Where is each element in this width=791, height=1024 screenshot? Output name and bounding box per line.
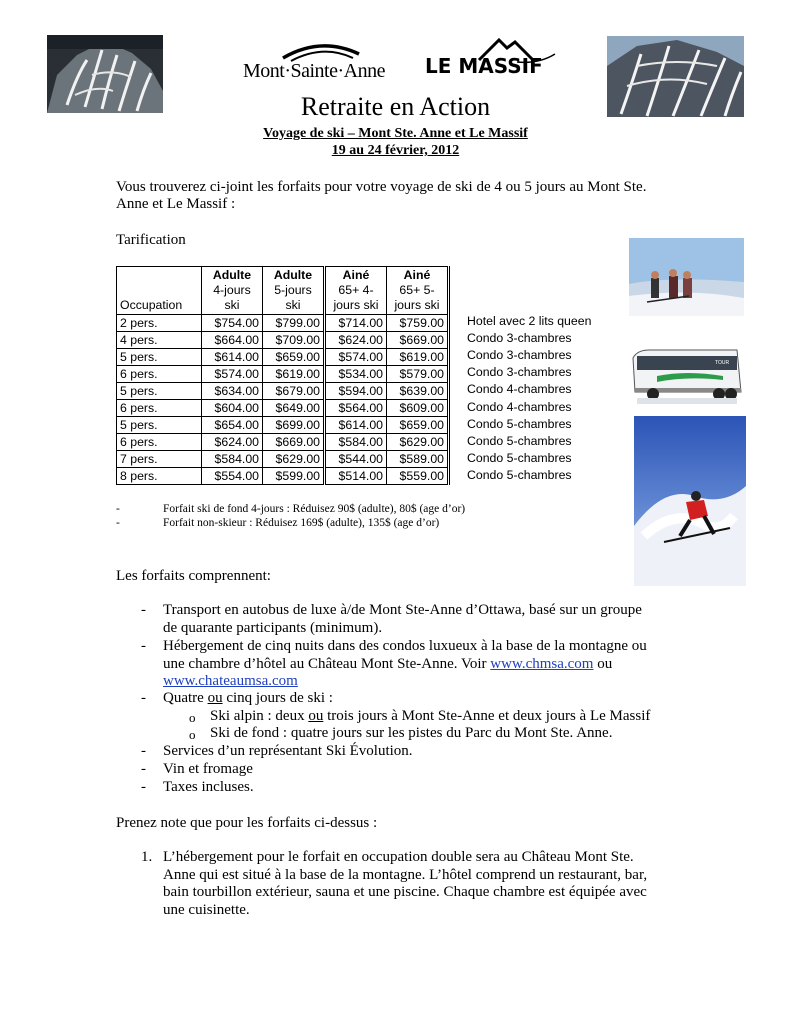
adult-4-price: $624.00 [202,434,263,451]
tarification-label: Tarification [116,232,186,248]
table-row [117,400,449,417]
logo-msa-text: Mont·Sainte·Anne [243,60,385,82]
note-text: Forfait non-skieur : Réduisez 169$ (adulte), 135$ (age d’or) [163,517,440,529]
table-header-row [117,267,449,315]
include-ski-alpin: Ski alpin : deux ou trois jours à Mont Ste-Anne et deux jours à Le Massif [210,708,651,724]
adult-4-price: $754.00 [202,315,263,332]
occupation-cell: 8 pers. [117,468,202,485]
bullet-dash: - [141,602,146,618]
senior-5-price: $559.00 [387,468,449,485]
include-taxes: Taxes incluses. [163,779,254,795]
logo-lm-text: LE MASSIF [425,54,543,78]
numbered-item-1: L’hébergement pour le forfait en occupation double sera au Château Mont Ste. Anne qui est situé à la base de la montagne. L’hôtel comprend un restaurant, bar, bain tourbillon extérieur, sauna et une piscine. Chaque chambre est équipée avec une cuisinette. [163,849,648,918]
senior-4-price: $584.00 [325,434,387,451]
bullet-dash: - [141,761,146,777]
adult-4-price: $654.00 [202,417,263,434]
include-services: Services d’un représentant Ski Évolution. [163,743,413,759]
adult-5-price: $619.00 [263,366,325,383]
bullet-dash: - [141,638,146,654]
occupation-cell: 5 pers. [117,417,202,434]
adult-5-price: $799.00 [263,315,325,332]
adult-4-price: $604.00 [202,400,263,417]
accommodation-label: Condo 3-chambres [467,331,572,346]
intro-line-1: Vous trouverez ci-joint les forfaits pour votre voyage de ski de 4 ou 5 jours au Mont Ste. [116,179,647,195]
header-occupation: Occupation [117,267,202,315]
coach-bus-photo [627,336,745,408]
senior-4-price: $614.00 [325,417,387,434]
adult-5-price: $659.00 [263,349,325,366]
adult-5-price: $709.00 [263,332,325,349]
adult-4-price: $554.00 [202,468,263,485]
senior-4-price: $564.00 [325,400,387,417]
senior-4-price: $624.00 [325,332,387,349]
senior-5-price: $639.00 [387,383,449,400]
bus-sign: TOUR [715,360,730,366]
bullet-dash: - [141,779,146,795]
price-table [116,266,450,485]
table-row [117,315,449,332]
skier-action-photo [634,416,746,586]
occupation-cell: 4 pers. [117,332,202,349]
intro-line-2: Anne et Le Massif : [116,196,236,212]
page-title: Retraite en Action [300,92,491,121]
adult-4-price: $574.00 [202,366,263,383]
prenez-note: Prenez note que pour les forfaits ci-dessus : [116,815,378,831]
le-massif-logo [425,36,565,90]
table-row [117,417,449,434]
adult-4-price: $664.00 [202,332,263,349]
senior-4-price: $574.00 [325,349,387,366]
trip-subtitle: Voyage de ski – Mont Ste. Anne et Le Massif [263,126,528,141]
sub-bullet-circle: o [189,710,196,725]
table-row [117,366,449,383]
senior-5-price: $669.00 [387,332,449,349]
numbered-item-number: 1. [141,849,153,865]
senior-4-price: $594.00 [325,383,387,400]
include-ski-fond: Ski de fond : quatre jours sur les pistes du Parc du Mont Ste. Anne. [210,725,613,741]
senior-5-price: $579.00 [387,366,449,383]
accommodation-label: Hotel avec 2 lits queen [467,314,592,328]
senior-5-price: $589.00 [387,451,449,468]
accommodation-label: Condo 5-chambres [467,467,572,482]
senior-5-price: $759.00 [387,315,449,332]
adult-4-price: $614.00 [202,349,263,366]
occupation-cell: 5 pers. [117,383,202,400]
table-row [117,468,449,485]
adult-4-price: $634.00 [202,383,263,400]
table-row [117,383,449,400]
include-transport: Transport en autobus de luxe à/de Mont Ste-Anne d’Ottawa, basé sur un groupe de quarante participants (minimum). [163,602,642,636]
occupation-cell: 6 pers. [117,400,202,417]
trip-dates: 19 au 24 février, 2012 [331,143,460,158]
note-text: Forfait ski de fond 4-jours : Réduisez 90$ (adulte), 80$ (age d’or) [163,503,466,515]
accommodation-label: Condo 3-chambres [467,365,572,380]
header-senior-4: Ainé 65+ 4- jours ski [325,267,387,315]
include-vin: Vin et fromage [163,761,253,777]
bullet-dash: - [141,743,146,759]
occupation-cell: 6 pers. [117,366,202,383]
header-senior-5: Ainé 65+ 5- jours ski [387,267,449,315]
includes-label: Les forfaits comprennent: [116,568,271,584]
include-ski-days: Quatre ou cinq jours de ski : [163,690,333,706]
accommodation-label: Condo 5-chambres [467,450,572,465]
adult-5-price: $679.00 [263,383,325,400]
note-dash: - [116,503,120,515]
sub-bullet-circle: o [189,727,196,742]
table-row [117,434,449,451]
senior-5-price: $629.00 [387,434,449,451]
occupation-cell: 7 pers. [117,451,202,468]
header-adult-5: Adulte 5-jours ski [263,267,325,315]
adult-5-price: $649.00 [263,400,325,417]
accommodation-label: Condo 5-chambres [467,433,572,448]
bullet-dash: - [141,690,146,706]
adult-4-price: $584.00 [202,451,263,468]
occupation-cell: 5 pers. [117,349,202,366]
occupation-cell: 6 pers. [117,434,202,451]
senior-5-price: $609.00 [387,400,449,417]
adult-5-price: $669.00 [263,434,325,451]
accommodation-label: Condo 3-chambres [467,348,572,363]
senior-4-price: $544.00 [325,451,387,468]
link-chateaumsa[interactable]: www.chateaumsa.com [163,673,298,689]
note-dash: - [116,517,120,529]
mont-sainte-anne-logo [243,42,385,84]
accommodation-label: Condo 4-chambres [467,399,572,414]
accommodation-label: Condo 5-chambres [467,416,572,431]
skiers-group-photo [629,238,744,316]
header-adult-4: Adulte 4-jours ski [202,267,263,315]
adult-5-price: $629.00 [263,451,325,468]
adult-5-price: $699.00 [263,417,325,434]
senior-5-price: $659.00 [387,417,449,434]
occupation-cell: 2 pers. [117,315,202,332]
senior-4-price: $514.00 [325,468,387,485]
senior-5-price: $619.00 [387,349,449,366]
table-row [117,349,449,366]
include-hebergement: Hébergement de cinq nuits dans des condos luxueux à la base de la montagne ou une chambre d’hôtel au Château Mont Ste-Anne. Voir www.chmsa.com ou www.chateaumsa.com [163,638,647,689]
table-row [117,451,449,468]
accommodation-label: Condo 4-chambres [467,382,572,397]
table-row [117,332,449,349]
link-chmsa[interactable]: www.chmsa.com [490,655,594,672]
senior-4-price: $534.00 [325,366,387,383]
adult-5-price: $599.00 [263,468,325,485]
senior-4-price: $714.00 [325,315,387,332]
